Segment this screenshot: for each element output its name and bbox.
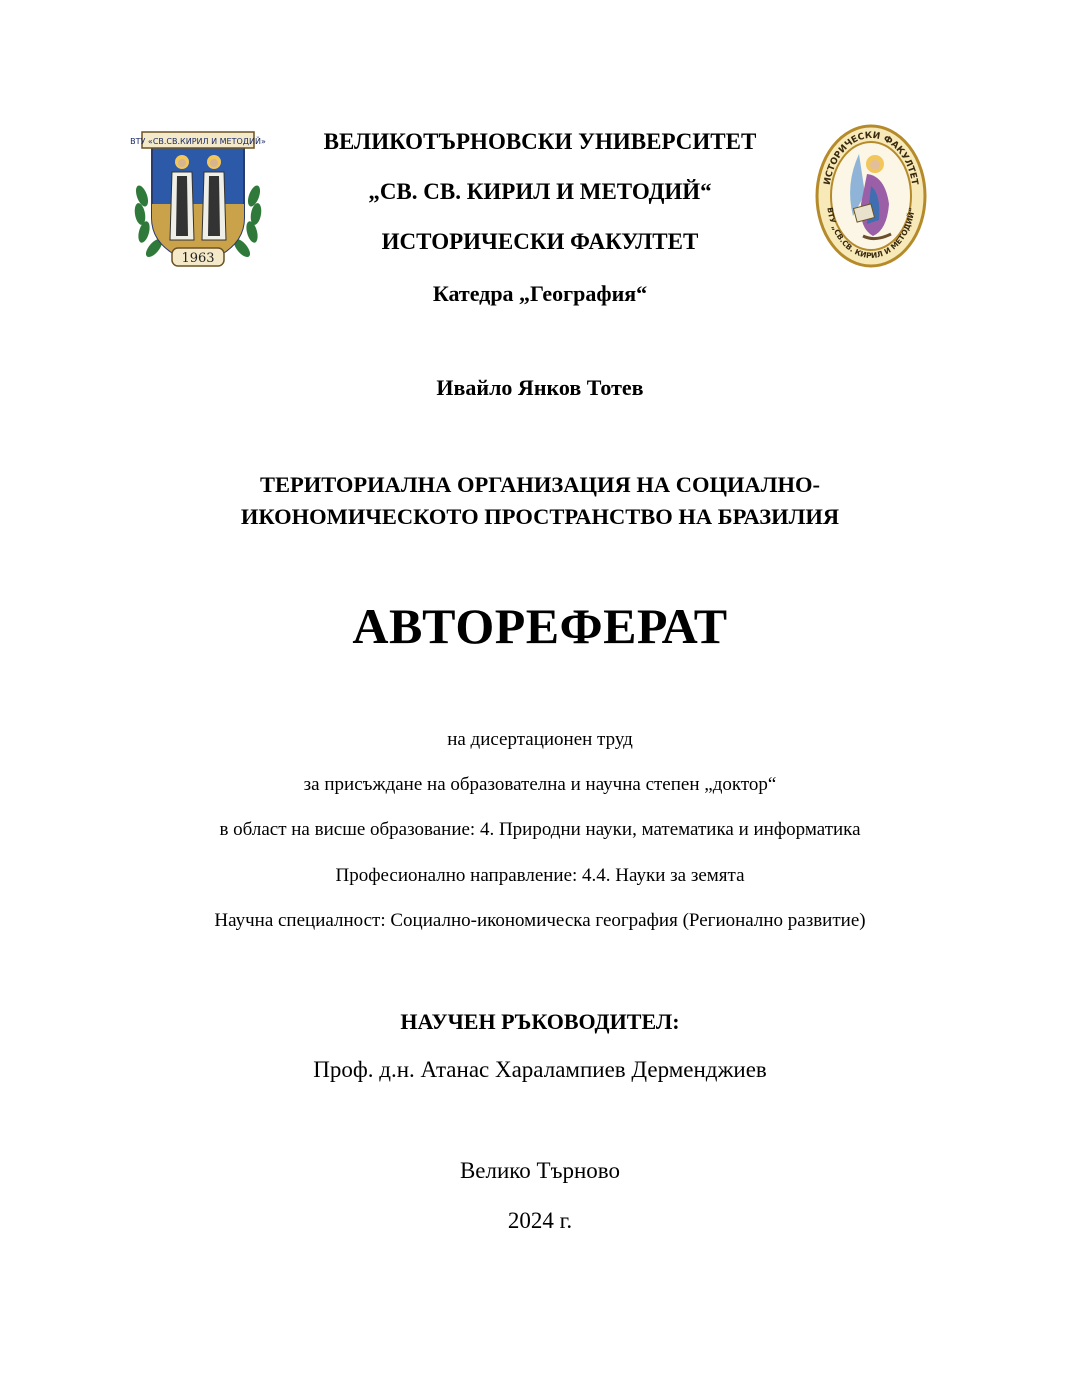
details-line-2: за присъждане на образователна и научна степен „доктор“ — [303, 774, 777, 795]
university-name: ВЕЛИКОТЪРНОВСКИ УНИВЕРСИТЕТ — [323, 129, 757, 154]
supervisor-name: Проф. д.н. Атанас Харалампиев Дерменджиев — [313, 1057, 767, 1082]
thesis-title-line-2: ИКОНОМИЧЕСКОТО ПРОСТРАНСТВО НА БРАЗИЛИЯ — [240, 504, 840, 529]
crest-year: 1963 — [181, 251, 215, 266]
faculty-name: ИСТОРИЧЕСКИ ФАКУЛТЕТ — [381, 229, 699, 254]
seal-ring-top-text: ИСТОРИЧЕСКИ ФАКУЛТЕТ — [822, 130, 920, 186]
details-line-4: Професионално направление: 4.4. Науки за земята — [335, 865, 745, 886]
city: Велико Търново — [459, 1158, 621, 1183]
details-line-1: на дисертационен труд — [447, 729, 633, 750]
details-line-3: в област на висше образование: 4. Природни науки, математика и информатика — [219, 819, 861, 840]
supervisor-label: НАУЧЕН РЪКОВОДИТЕЛ: — [400, 1009, 680, 1034]
author-name: Ивайло Янков Тотев — [436, 375, 644, 400]
thesis-title-line-1: ТЕРИТОРИАЛНА ОРГАНИЗАЦИЯ НА СОЦИАЛНО- — [259, 472, 821, 497]
crest-banner-text: ВТУ «СВ.СВ.КИРИЛ И МЕТОДИЙ» — [130, 137, 266, 146]
year: 2024 г. — [507, 1208, 573, 1233]
document-type: АВТОРЕФЕРАТ — [352, 598, 728, 654]
seal-ring-bottom-text: ВТУ „СВ.СВ. КИРИЛ И МЕТОДИЙ“ — [825, 206, 917, 261]
university-patrons: „СВ. СВ. КИРИЛ И МЕТОДИЙ“ — [368, 179, 712, 204]
department-name: Катедра „География“ — [432, 281, 648, 306]
details-line-5: Научна специалност: Социално-икономическа география (Регионално развитие) — [214, 910, 866, 931]
